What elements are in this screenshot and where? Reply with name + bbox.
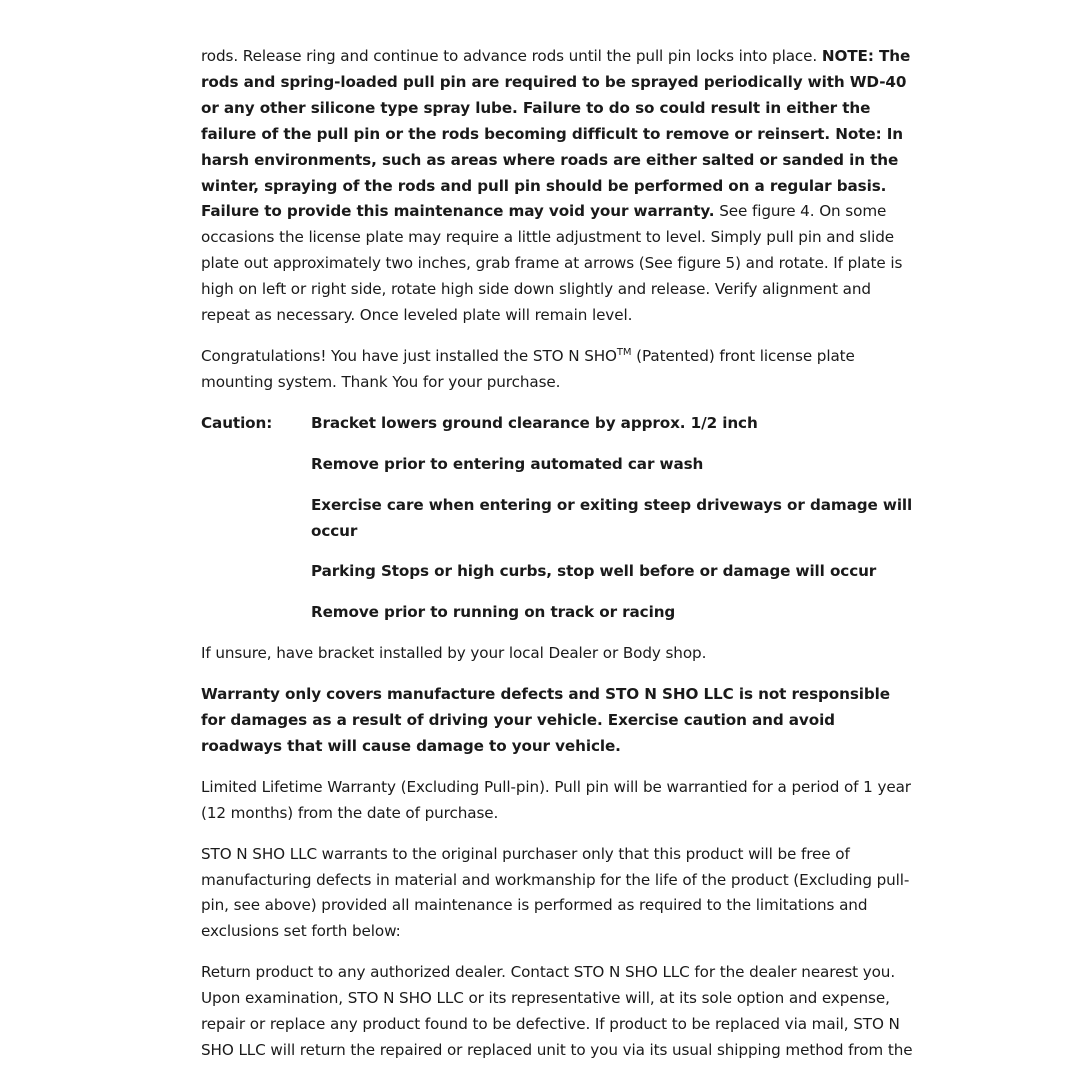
maintenance-note: NOTE: The rods and spring-loaded pull pin are required to be sprayed periodically with WD-40 or any other silicone type spray lube. Failure to do so could result in either the failure of the pull pin or the rods becoming difficult to remove or reinsert. Note: In harsh environments, such as areas where roads are either salted or sanded in the winter, spraying of the rods and pull pin should be performed on a regular basis. Failure to provide this maintenance may void your warranty. (201, 47, 911, 221)
paragraph-text: See figure 4. On some occasions the license plate may require a little adjustment to level. Simply pull pin and slide plate out approximately two inches, grab frame at arrows (See figure 5) and rotate. If plate is high on left or right side, rotate high side down slightly and release. Verify alignment and repeat as necessary. Once leveled plate will remain level. (201, 202, 903, 325)
warranty-disclaimer: Warranty only covers manufacture defects and STO N SHO LLC is not responsible for damages as a result of driving your vehicle. Exercise caution and avoid roadways that will cause damage to your vehicle. (201, 685, 890, 755)
maintenance-paragraph (201, 44, 917, 329)
trademark-superscript: TM (616, 346, 632, 358)
paragraph-text: rods. Release ring and continue to advance rods until the pull pin locks into place. (201, 47, 822, 65)
warranty-terms-paragraph: STO N SHO LLC warrants to the original purchaser only that this product will be free of manufacturing defects in material and workmanship for the life of the product (Excluding pull-pin, see above) provided all maintenance is performed as required to the limitations and exclusions set forth below: (201, 844, 910, 941)
caution-block (201, 411, 917, 437)
caution-item: Parking Stops or high curbs, stop well before or damage will occur (311, 562, 877, 581)
paragraph-text: (Patented) front license plate mounting system. Thank You for your purchase. (201, 346, 855, 391)
caution-label: Caution: (201, 413, 273, 432)
return-policy-paragraph: Return product to any authorized dealer. Contact STO N SHO LLC for the dealer nearest you. Upon examination, STO N SHO LLC or its representative will, at its sole option and expense, repair or replace any product found to be defective. If product to be replaced via mail, STO N SHO LLC will return the repaired or replaced unit to you via its usual shipping method from the (201, 963, 913, 1059)
caution-item: Remove prior to entering automated car wash (311, 454, 704, 473)
lifetime-warranty-paragraph: Limited Lifetime Warranty (Excluding Pull-pin). Pull pin will be warrantied for a period of 1 year (12 months) from the date of purchase. (201, 777, 911, 822)
congratulations-paragraph (201, 344, 917, 396)
dealer-install-paragraph: If unsure, have bracket installed by your local Dealer or Body shop. (201, 644, 707, 663)
caution-item: Bracket lowers ground clearance by approx. 1/2 inch (311, 413, 758, 432)
caution-item: Exercise care when entering or exiting steep driveways or damage will occur (311, 495, 913, 540)
paragraph-text: Congratulations! You have just installed the STO N SHO (201, 346, 617, 365)
document-page (201, 44, 917, 1079)
caution-item: Remove prior to running on track or racing (311, 603, 676, 622)
